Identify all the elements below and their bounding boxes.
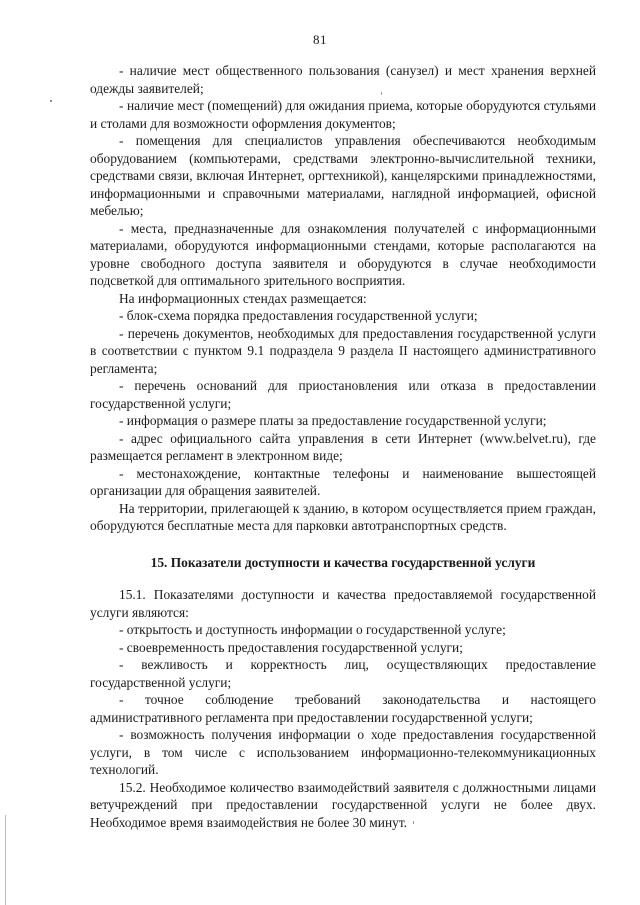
paragraph: - своевременность предоставления государственной услуги; [119,639,463,655]
paragraph: - блок-схема порядка предоставления государственной услуги; [119,308,478,323]
paragraph: - перечень оснований для приостановления или отказа в предоставлении государственной услуги; [90,378,596,411]
document-body [90,62,596,831]
paragraph: - местонахождение, контактные телефоны и наименование вышестоящей организации для обращения заявителей. [90,465,596,498]
paragraph: - точное соблюдение требований законодательства и настоящего административного регламента при предоставлении государственной услуги; [90,692,596,725]
paragraph: - помещения для специалистов управления обеспечиваются необходимым оборудованием (компьютерами, средствами электронно-вычислительной техники, средствами связи, включая Интернет, оргтехникой), канцелярскими принадлежностями, информационными и справочными материалами, наглядной информацией, офисной мебелью; [90,133,596,218]
paragraph: 15.1. Показателями доступности и качества предоставляемой государственной услуги являются: [90,587,596,620]
scan-speck [50,100,52,102]
paragraph: На территории, прилегающей к зданию, в котором осуществляется прием граждан, оборудуются бесплатные места для парковки автотранспортных средств. [90,500,596,533]
paragraph: - наличие мест общественного пользования (санузел) и мест хранения верхней одежды заявителей; [90,63,596,96]
section-heading: 15. Показатели доступности и качества государственной услуги [150,554,536,570]
paragraph: 15.2. Необходимое количество взаимодействий заявителя с должностными лицами ветучреждений при предоставлении государственной услуги не более двух. Необходимое время взаимодействия не более 30 минут. [90,779,596,830]
paragraph: - перечень документов, необходимых для предоставления государственной услуги в соответствии с пунктом 9.1 подраздела 9 раздела II настоящего административного регламента; [90,325,596,376]
paragraph: - места, предназначенные для ознакомления получателей с информационными материалами, оборудуются информационными стендами, которые располагаются на уровне свободного доступа заявителя и оборудуются в случае необходимости подсветкой для оптимального зрительного восприятия. [90,220,596,288]
paragraph: - наличие мест (помещений) для ожидания приема, которые оборудуются стульями и столами для возможности оформления документов; [90,98,596,131]
paragraph: - адрес официального сайта управления в сети Интернет (www.belvet.ru), где размещается регламент в электронном виде; [90,430,596,463]
paragraph: - открытость и доступность информации о государственной услуге; [119,622,506,637]
paragraph: - возможность получения информации о ходе предоставления государственной услуги, в том числе с использованием информационно-телекоммуникационных технологий. [90,727,596,777]
paragraph: На информационных стендах размещается: [119,290,367,306]
page-number: 81 [313,32,327,47]
paragraph: - вежливость и корректность лиц, осуществляющих предоставление государственной услуги; [90,657,596,690]
paragraph: - информация о размере платы за предоставление государственной услуги; [119,413,547,428]
scan-edge-line [5,815,6,905]
